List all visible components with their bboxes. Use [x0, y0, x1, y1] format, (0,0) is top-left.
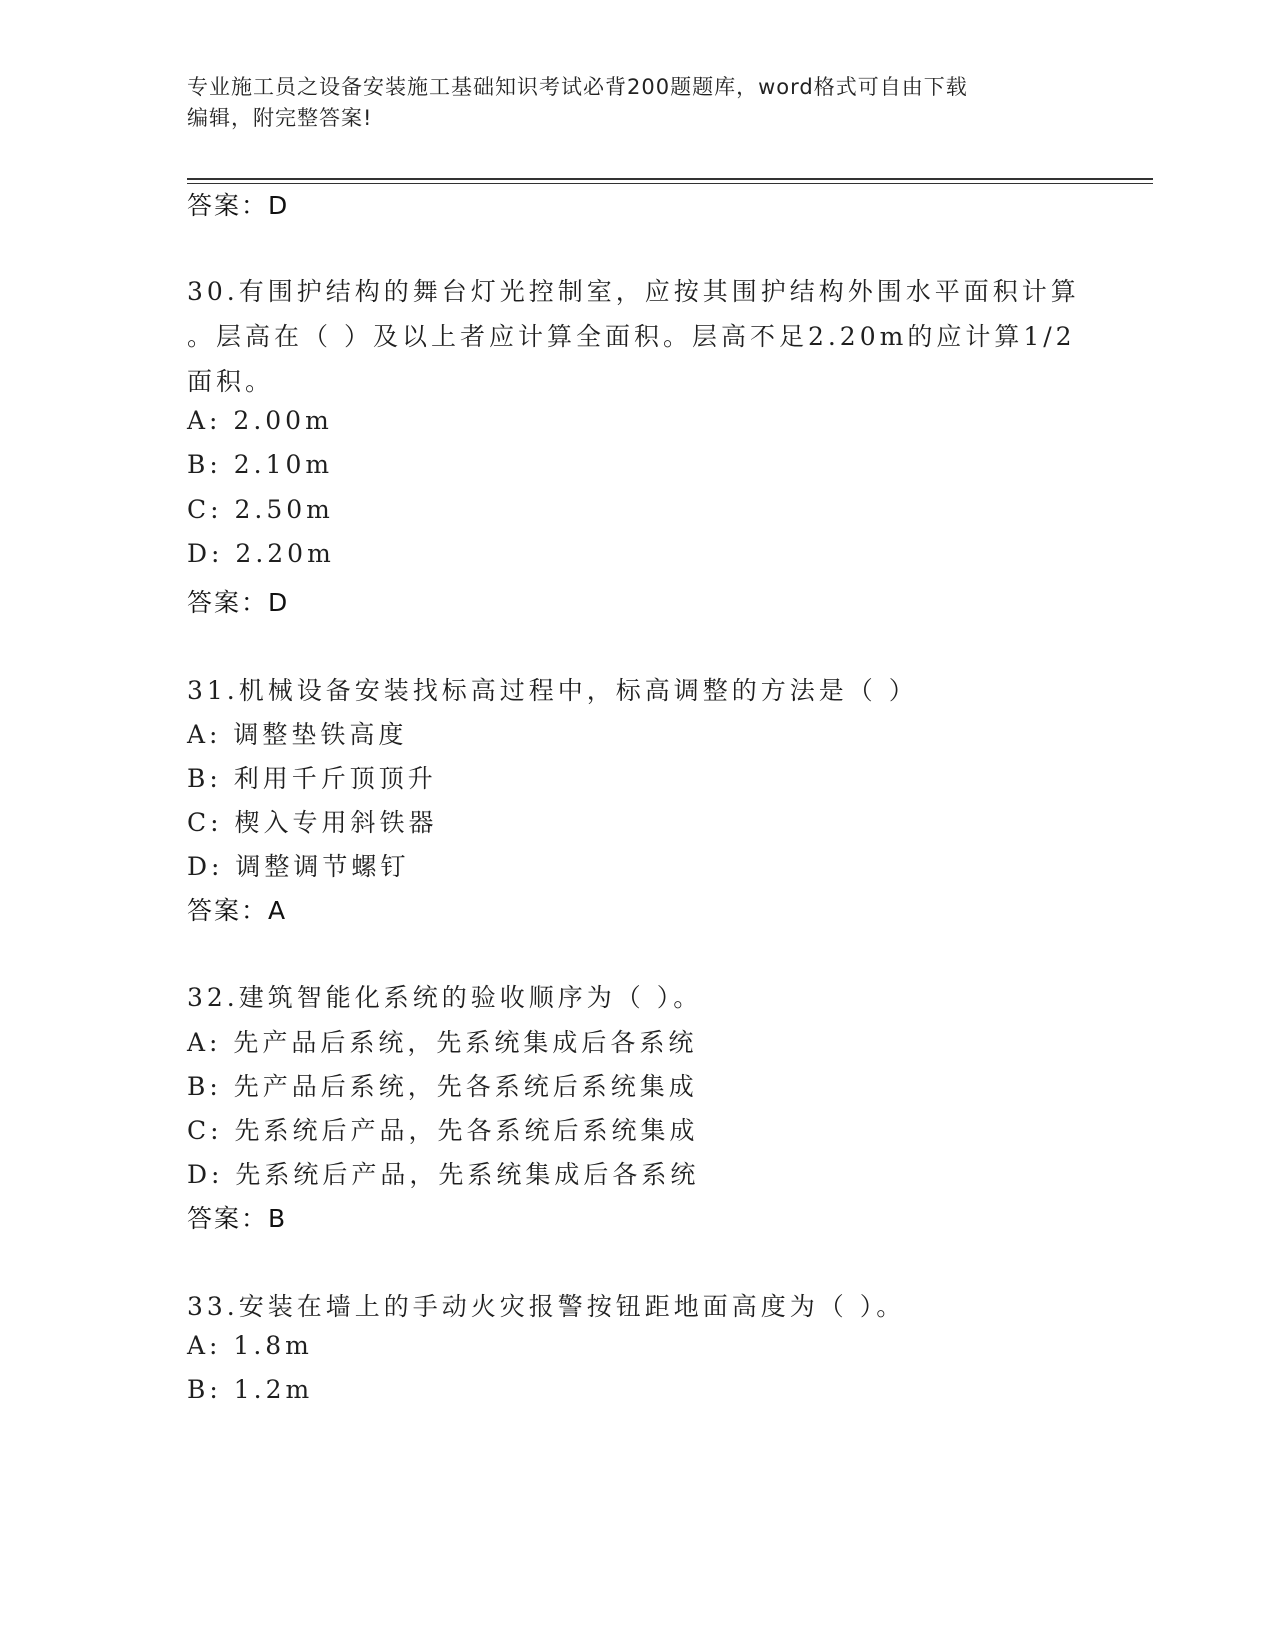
- question-31-option-b: B: 利用千斤顶顶升: [187, 764, 437, 793]
- question-30-option-b: B: 2.10m: [187, 450, 334, 479]
- question-32-option-b: B: 先产品后系统，先各系统后系统集成: [187, 1072, 698, 1101]
- question-30-option-d: D: 2.20m: [187, 539, 335, 568]
- question-30-line-2: 。层高在（ ）及以上者应计算全面积。层高不足2.20m的应计算1/2: [187, 322, 1076, 351]
- question-31-line-1: 31.机械设备安装找标高过程中，标高调整的方法是（ ）: [187, 676, 918, 705]
- question-30-option-c: C: 2.50m: [187, 495, 334, 524]
- question-32-option-a: A: 先产品后系统，先系统集成后各系统: [187, 1028, 698, 1057]
- question-30-line-1: 30.有围护结构的舞台灯光控制室，应按其围护结构外围水平面积计算: [187, 277, 1080, 306]
- header-rule-thin: [187, 183, 1153, 184]
- question-31-answer: 答案：A: [187, 896, 288, 925]
- question-32-option-d: D: 先系统后产品，先系统集成后各系统: [187, 1160, 700, 1189]
- question-33-option-a: A: 1.8m: [187, 1331, 313, 1360]
- question-31-option-a: A: 调整垫铁高度: [187, 720, 408, 749]
- answer-line: 答案：D: [187, 191, 290, 220]
- question-33-option-b: B: 1.2m: [187, 1375, 314, 1404]
- header-rule-thick: [187, 178, 1153, 180]
- question-33-line-1: 33.安装在墙上的手动火灾报警按钮距地面高度为（ ）。: [187, 1292, 906, 1321]
- question-31-option-c: C: 楔入专用斜铁器: [187, 808, 438, 837]
- question-31-option-d: D: 调整调节螺钉: [187, 852, 410, 881]
- question-30-answer: 答案：D: [187, 588, 290, 617]
- question-32-answer: 答案：B: [187, 1204, 288, 1233]
- header-line-1: 专业施工员之设备安装施工基础知识考试必背200题题库，word格式可自由下载: [187, 75, 968, 99]
- page-header: [187, 72, 1087, 134]
- question-30-option-a: A: 2.00m: [187, 406, 333, 435]
- question-32-line-1: 32.建筑智能化系统的验收顺序为（ ）。: [187, 983, 703, 1012]
- header-line-2: 编辑，附完整答案!: [187, 106, 373, 130]
- question-32-option-c: C: 先系统后产品，先各系统后系统集成: [187, 1116, 699, 1145]
- question-30-line-3: 面积。: [187, 367, 275, 396]
